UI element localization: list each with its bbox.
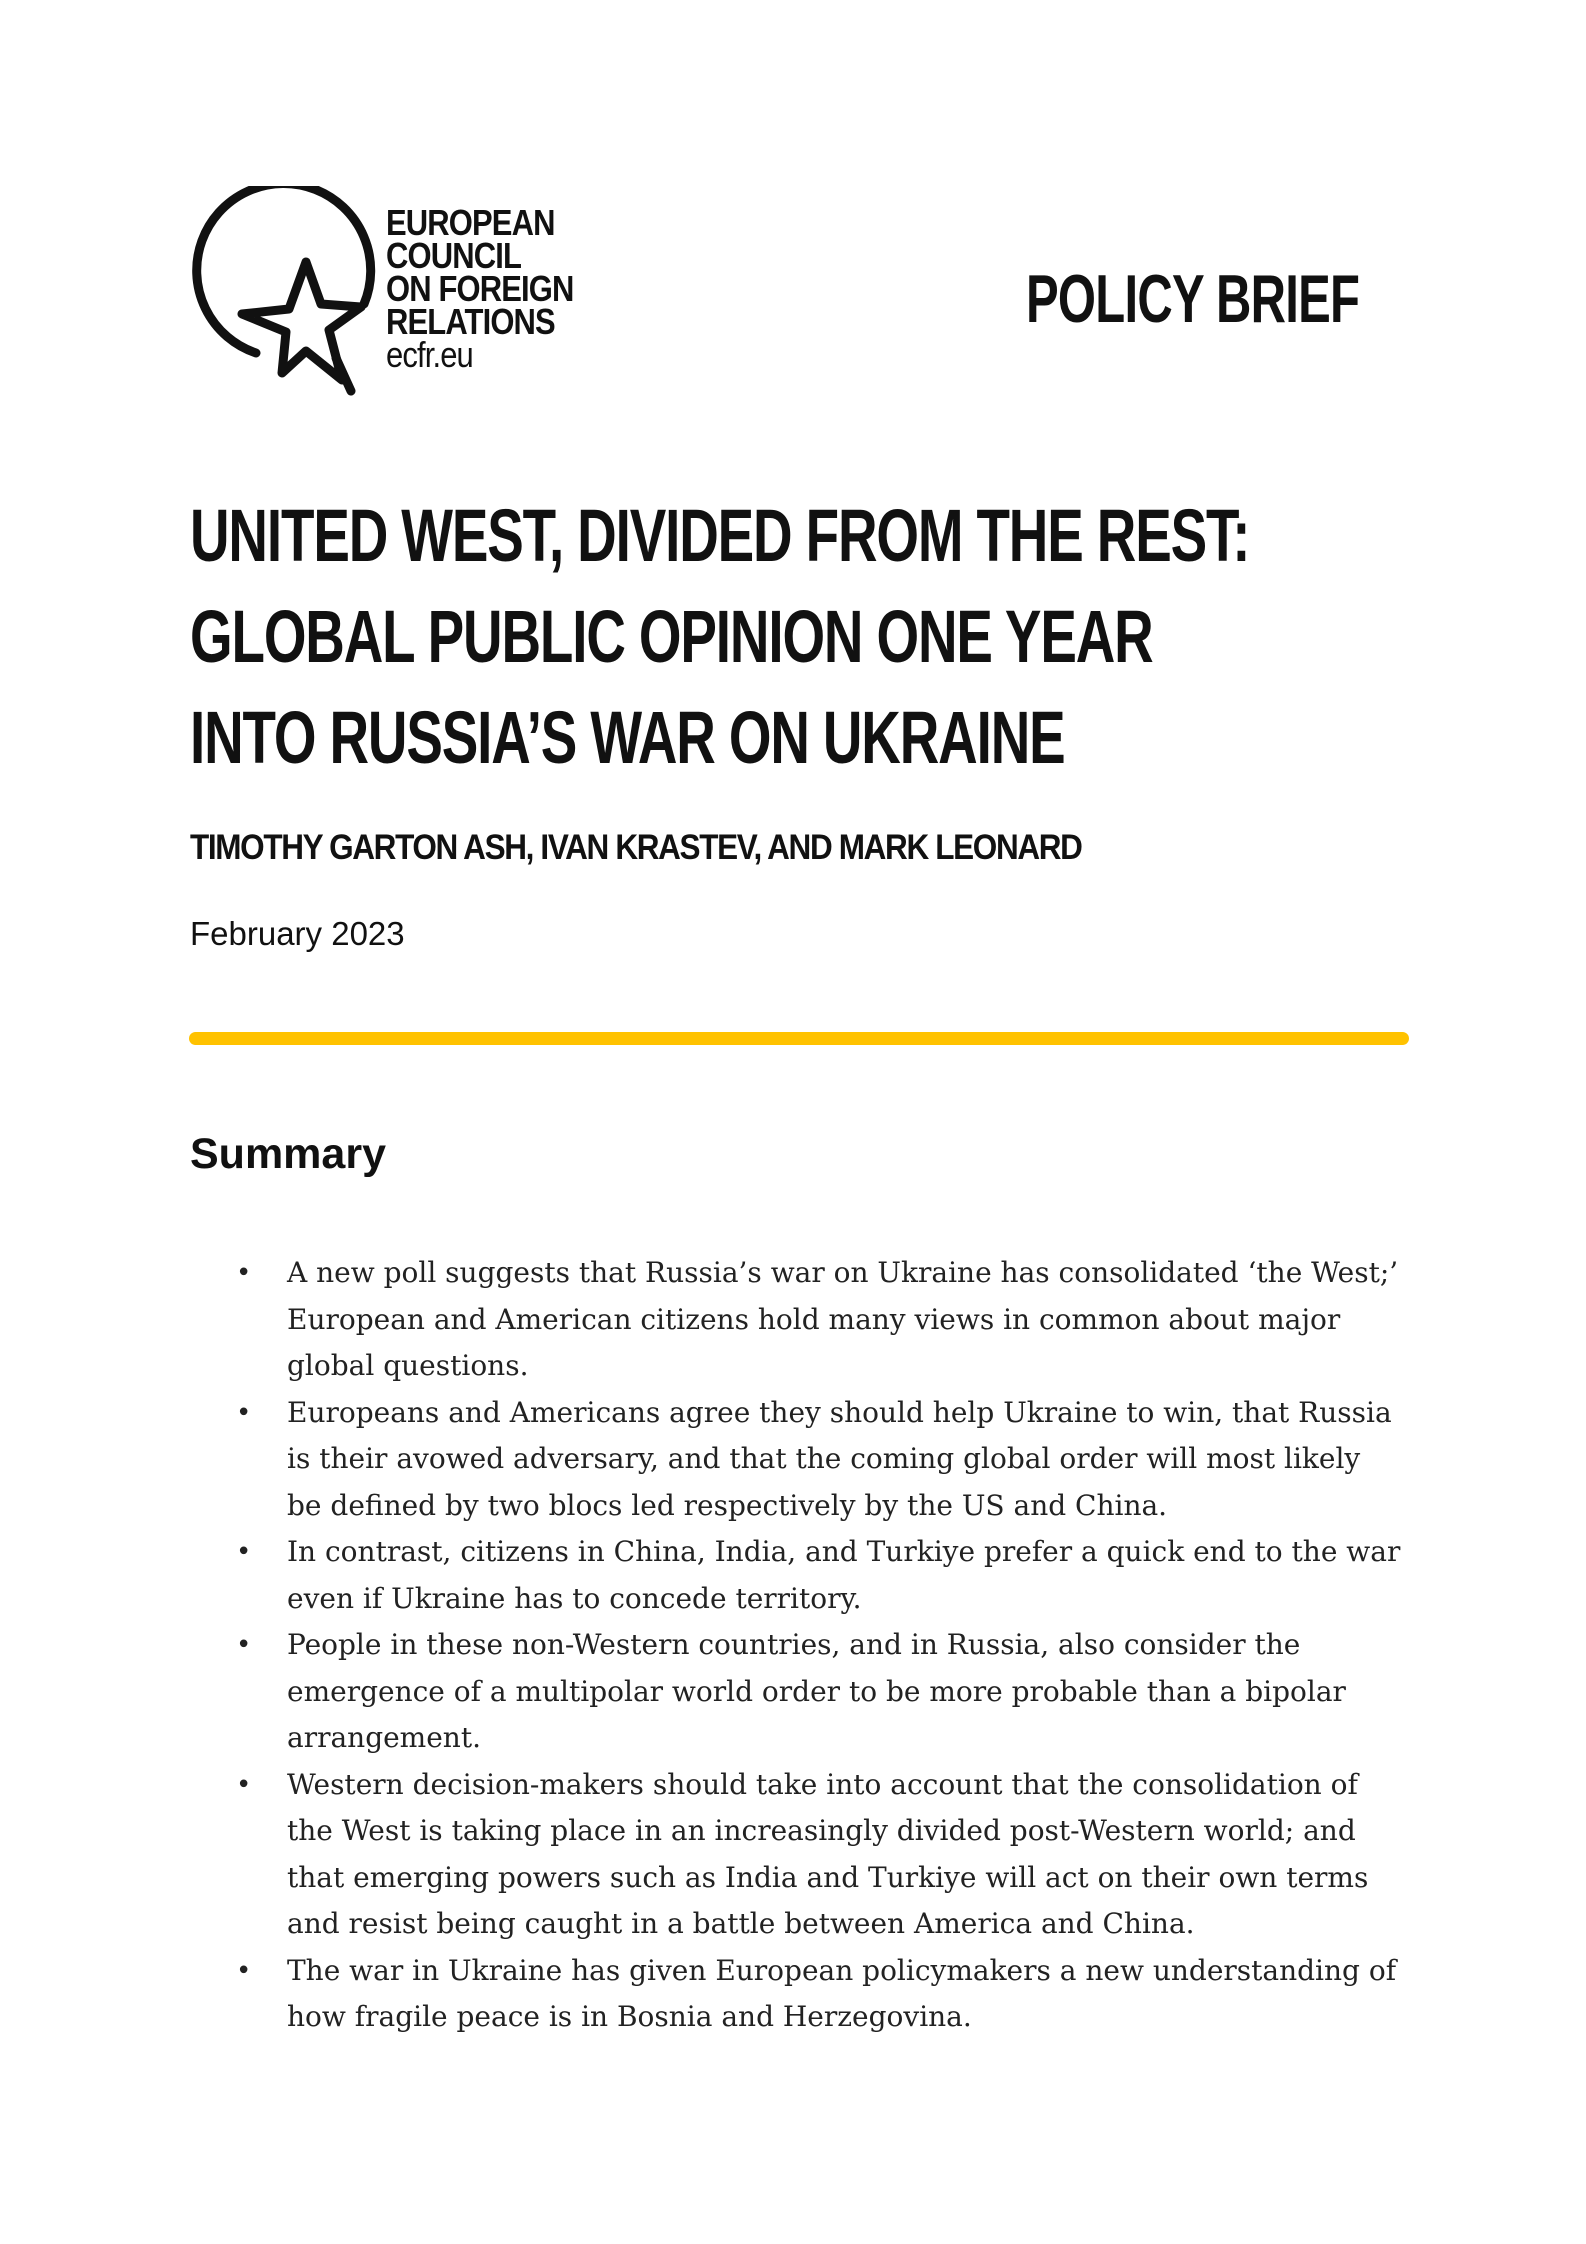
summary-list-item (236, 1622, 1416, 1762)
title-line: INTO RUSSIA’S WAR ON UKRAINE (190, 696, 1065, 779)
summary-list-item (236, 1390, 1416, 1530)
summary-item-line: be defined by two blocs led respectively by the US and China. (287, 1488, 1168, 1522)
bullet-icon: • (236, 1537, 252, 1567)
publication-date: February 2023 (190, 915, 405, 952)
bullet-icon: • (236, 1630, 252, 1660)
page-title (190, 485, 1249, 788)
star-icon (242, 262, 361, 380)
summary-list-item (236, 1529, 1416, 1622)
summary-item-line: Europeans and Americans agree they should help Ukraine to win, that Russia (287, 1395, 1392, 1429)
summary-item-line: The war in Ukraine has given European policymakers a new understanding of (287, 1953, 1397, 1987)
summary-item-line: emergence of a multipolar world order to be more probable than a bipolar (287, 1674, 1346, 1708)
summary-list-item (236, 1250, 1416, 1390)
bullet-icon: • (236, 1258, 252, 1288)
summary-item-line: global questions. (287, 1349, 529, 1382)
summary-item-line: People in these non-Western countries, and in Russia, also consider the (287, 1628, 1301, 1661)
summary-list-item (236, 1762, 1416, 1948)
title-line: UNITED WEST, DIVIDED FROM THE REST: (190, 494, 1250, 577)
title-line: GLOBAL PUBLIC OPINION ONE YEAR (190, 595, 1153, 678)
logo-line: ON FOREIGN (386, 268, 574, 309)
summary-item-line: arrangement. (287, 1721, 481, 1754)
logo-line: COUNCIL (386, 235, 522, 276)
summary-item-line: the West is taking place in an increasingly divided post-Western world; and (287, 1814, 1356, 1847)
summary-list (236, 1250, 1416, 2041)
summary-item-line: that emerging powers such as India and Turkiye will act on their own terms (287, 1860, 1369, 1894)
summary-item-line: is their avowed adversary, and that the coming global order will most likely (287, 1442, 1361, 1475)
summary-list-item (236, 1948, 1416, 2041)
bullet-icon: • (236, 1955, 252, 1986)
summary-item-line: A new poll suggests that Russia’s war on Ukraine has consolidated ‘the West;’ (287, 1256, 1399, 1289)
document-type-label: POLICY BRIEF (1026, 261, 1360, 337)
ecfr-logo-emblem (186, 186, 386, 396)
summary-item-line: how fragile peace is in Bosnia and Herzegovina. (287, 2000, 972, 2033)
summary-item-line: European and American citizens hold many views in common about major (287, 1302, 1341, 1336)
ecfr-logo-text (386, 202, 574, 375)
summary-item-line: and resist being caught in a battle between America and China. (287, 1907, 1195, 1940)
summary-item-line: Western decision-makers should take into account that the consolidation of (287, 1767, 1358, 1801)
bullet-icon: • (236, 1769, 252, 1800)
logo-line: EUROPEAN (386, 202, 555, 243)
authors: TIMOTHY GARTON ASH, IVAN KRASTEV, AND MARK LEONARD (190, 828, 1082, 867)
accent-divider (189, 1032, 1409, 1045)
logo-line: RELATIONS (386, 301, 555, 342)
summary-item-line: even if Ukraine has to concede territory. (287, 1581, 862, 1615)
summary-item-line: In contrast, citizens in China, India, and Turkiye prefer a quick end to the war (287, 1535, 1401, 1568)
bullet-icon: • (236, 1397, 252, 1428)
summary-heading: Summary (190, 1130, 386, 1178)
logo-url: ecfr.eu (386, 334, 473, 375)
